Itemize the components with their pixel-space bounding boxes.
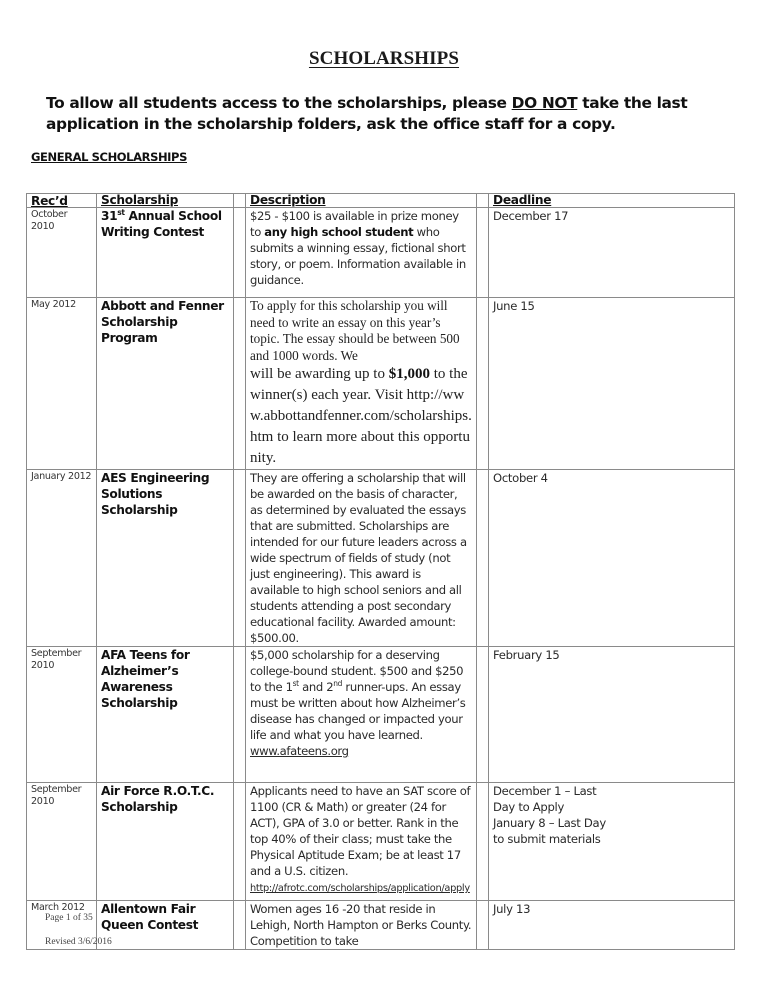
scholarship-name: Abbott and Fenner Scholarship Program [97, 298, 234, 470]
spacer-cell [477, 647, 489, 783]
deadline: June 15 [489, 298, 735, 470]
spacer-cell [234, 901, 246, 950]
scholarship-name: AFA Teens for Alzheimer’s Awareness Scholarship [97, 647, 234, 783]
scholarship-table [26, 193, 735, 950]
spacer-cell [234, 647, 246, 783]
received-date: September 2010 [27, 647, 97, 783]
spacer-cell [477, 194, 489, 208]
table-row [27, 298, 735, 470]
deadline: February 15 [489, 647, 735, 783]
afrotc-link[interactable]: http://afrotc.com/scholarships/application/apply [250, 883, 470, 894]
deadline: December 17 [489, 208, 735, 298]
afateens-link[interactable]: www.afateens.org [250, 744, 349, 758]
table-row [27, 783, 735, 901]
spacer-cell [234, 470, 246, 647]
spacer-cell [477, 783, 489, 901]
header-description: Description [246, 194, 477, 208]
received-date: January 2012 [27, 470, 97, 647]
spacer-cell [234, 298, 246, 470]
header-deadline: Deadline [489, 194, 735, 208]
scholarship-name: Air Force R.O.T.C. Scholarship [97, 783, 234, 901]
scholarship-name: AES Engineering Solutions Scholarship [97, 470, 234, 647]
spacer-cell [234, 208, 246, 298]
section-heading: GENERAL SCHOLARSHIPS [31, 150, 187, 164]
deadline: December 1 – Last Day to Apply January 8 – Last Day to submit materials [489, 783, 735, 901]
scholarship-name: Allentown Fair Queen Contest [97, 901, 234, 950]
spacer-cell [477, 470, 489, 647]
deadline: July 13 [489, 901, 735, 950]
spacer-cell [234, 194, 246, 208]
notice-text: To allow all students access to the scholarships, please DO NOT take the last application in the scholarship folders, ask the office staff for a copy. [46, 94, 688, 133]
page-number: Page 1 of 35 [45, 913, 93, 923]
scholarship-description: $5,000 scholarship for a deserving college-bound student. $500 and $250 to the 1st and 2nd runner-ups. An essay must be written about how Alzheimer’s disease has changed or impacted your life and what you have learned. www.afateens.org [246, 647, 477, 783]
scholarship-name: 31st Annual School Writing Contest [97, 208, 234, 298]
scholarship-description: They are offering a scholarship that will be awarded on the basis of character, as determined by evaluated the essays that are submitted. Scholarships are intended for our future leaders across a wide spectrum of fields of study (not just engineering). This award is available to high school seniors and all students attending a post secondary educational facility. Awarded amount: $500.00. [246, 470, 477, 647]
received-date: September 2010 [27, 783, 97, 901]
do-not-emphasis: DO NOT [511, 94, 578, 112]
table-row [27, 470, 735, 647]
scholarship-description: Women ages 16 -20 that reside in Lehigh, North Hampton or Berks County. Competition to take [246, 901, 477, 950]
spacer-cell [234, 783, 246, 901]
table-row [27, 901, 735, 950]
scholarship-description: $25 - $100 is available in prize money to any high school student who submits a winning essay, fictional short story, or poem. Information available in guidance. [246, 208, 477, 298]
revised-date: Revised 3/6/2016 [45, 937, 112, 947]
table-row [27, 208, 735, 298]
spacer-cell [477, 208, 489, 298]
spacer-cell [477, 901, 489, 950]
table-row [27, 647, 735, 783]
scholarship-description: To apply for this scholarship you will need to write an essay on this year’s topic. The essay should be between 500 and 1000 words. We will be awarding up to $1,000 to the winner(s) each year. Visit http://www.abbottandfenner.com/scholarships.htm to learn more about this opportunity. [246, 298, 477, 470]
received-date: October 2010 [27, 208, 97, 298]
received-date: May 2012 [27, 298, 97, 470]
received-date: March 2012 [27, 901, 97, 950]
header-received: Rec’d [27, 194, 97, 208]
header-scholarship: Scholarship [97, 194, 234, 208]
spacer-cell [477, 298, 489, 470]
page-title: SCHOLARSHIPS [308, 48, 460, 69]
deadline: October 4 [489, 470, 735, 647]
scholarship-description: Applicants need to have an SAT score of 1100 (CR & Math) or greater (24 for ACT), GPA of 3.0 or better. Rank in the top 40% of their class; must take the Physical Aptitude Exam; be at least 17 and a U.S. citizen. http://afrotc.com/scholarships/application/apply [246, 783, 477, 901]
table-header-row [27, 194, 735, 208]
